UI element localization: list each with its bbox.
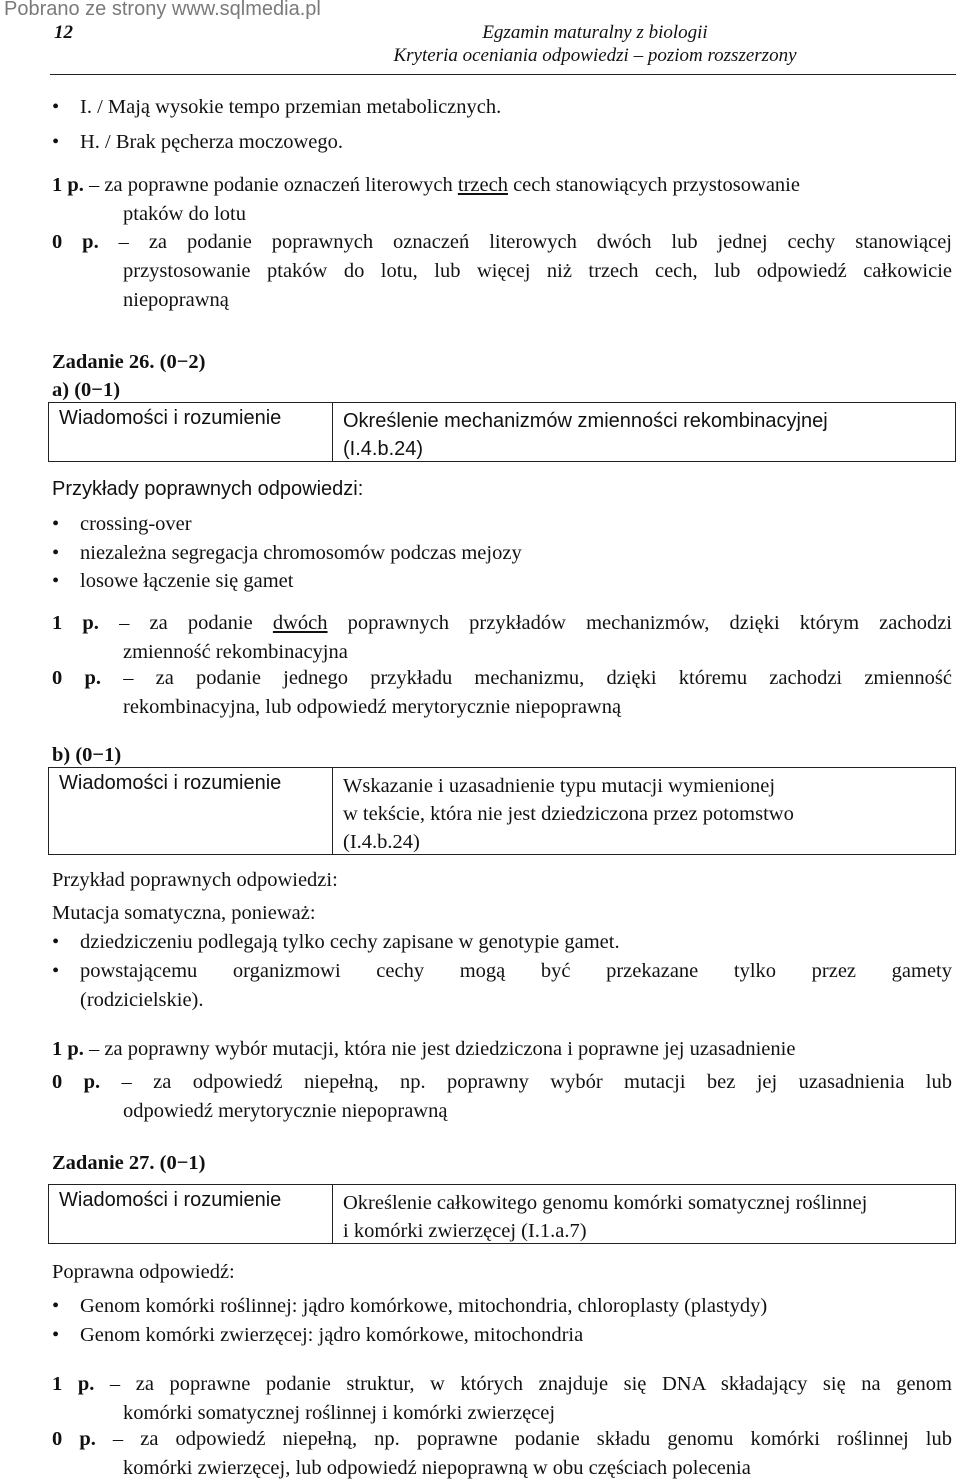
bullet-icon: • — [52, 131, 60, 153]
task-26a-heading: a) (0−1) — [52, 379, 121, 401]
source-watermark: Pobrano ze strony www.sqlmedia.pl — [4, 0, 321, 20]
list-item: • powstającemu organizmowi cechy mogą być przekazane tylko przez gamety (rodzicielskie). — [52, 960, 952, 1011]
exam-title: Egzamin maturalny z biologii — [482, 22, 708, 43]
score-1-point: 1 p. – za poprawne podanie oznaczeń literowych trzech cech stanowiących przystosowanie ptaków do lotu — [52, 174, 800, 225]
score-0-points: 0 p. – za podanie poprawnych oznaczeń literowych dwóch lub jednej cechy stanowiącej przystosowanie ptaków do lotu, lub więcej niż trzech cech, lub odpowiedź całkowicie niepoprawną — [52, 231, 952, 311]
skill-description: Określenie całkowitego genomu komórki somatycznej roślinnej i komórki zwierzęcej (I.1.a.7) — [343, 1192, 868, 1242]
bullet-icon: • — [52, 1324, 60, 1346]
bullet-icon: • — [52, 931, 60, 953]
skill-table-26a — [48, 402, 956, 462]
skill-table-27 — [48, 1184, 956, 1244]
task-27-heading: Zadanie 27. (0−1) — [52, 1152, 206, 1174]
score-0-points: 0 p. – za odpowiedź niepełną, np. poprawne podanie składu genomu komórki roślinnej lub komórki zwierzęcej, lub odpowiedź niepoprawną w obu częściach polecenia — [52, 1428, 953, 1479]
exam-subtitle: Kryteria oceniania odpowiedzi – poziom rozszerzony — [393, 45, 797, 66]
answer-title: Poprawna odpowiedź: — [52, 1261, 235, 1283]
answer-intro: Mutacja somatyczna, ponieważ: — [52, 902, 316, 924]
score-1-point: 1 p. – za podanie dwóch poprawnych przykładów mechanizmów, dzięki którym zachodzi zmienność rekombinacyjna — [52, 612, 952, 663]
skill-table-26b — [48, 767, 956, 855]
bullet-icon: • — [52, 542, 60, 564]
skill-description: Wskazanie i uzasadnienie typu mutacji wymienionej w tekście, która nie jest dziedziczona przez potomstwo (I.4.b.24) — [343, 775, 794, 853]
skill-category: Wiadomości i rozumienie — [49, 768, 333, 854]
skill-category: Wiadomości i rozumienie — [49, 403, 333, 461]
skill-description: Określenie mechanizmów zmienności rekombinacyjnej (I.4.b.24) — [343, 410, 828, 460]
example-title: Przykład poprawnych odpowiedzi: — [52, 869, 338, 891]
score-1-point: 1 p. – za poprawne podanie struktur, w których znajduje się DNA składający się na genom komórki somatycznej roślinnej i komórki zwierzęcej — [52, 1373, 952, 1424]
bullet-icon: • — [52, 1295, 60, 1317]
bullet-icon: • — [52, 513, 60, 535]
bullet-icon: • — [52, 96, 60, 118]
skill-category: Wiadomości i rozumienie — [49, 1185, 333, 1243]
page-number: 12 — [54, 22, 73, 43]
header-divider — [50, 74, 956, 75]
score-0-points: 0 p. – za odpowiedź niepełną, np. poprawny wybór mutacji bez jej uzasadnienia lub odpowiedź merytorycznie niepoprawną — [52, 1071, 953, 1122]
bullet-icon: • — [52, 960, 60, 982]
task-26b-heading: b) (0−1) — [52, 744, 122, 766]
score-1-point: 1 p. – za poprawny wybór mutacji, która nie jest dziedziczona i poprawne jej uzasadnienie — [52, 1038, 796, 1060]
bullet-icon: • — [52, 570, 60, 592]
examples-title: Przykłady poprawnych odpowiedzi: — [52, 478, 364, 500]
score-0-points: 0 p. – za podanie jednego przykładu mechanizmu, dzięki któremu zachodzi zmienność rekombinacyjna, lub odpowiedź merytorycznie niepoprawną — [52, 667, 952, 718]
task-26-heading: Zadanie 26. (0−2) — [52, 351, 206, 373]
